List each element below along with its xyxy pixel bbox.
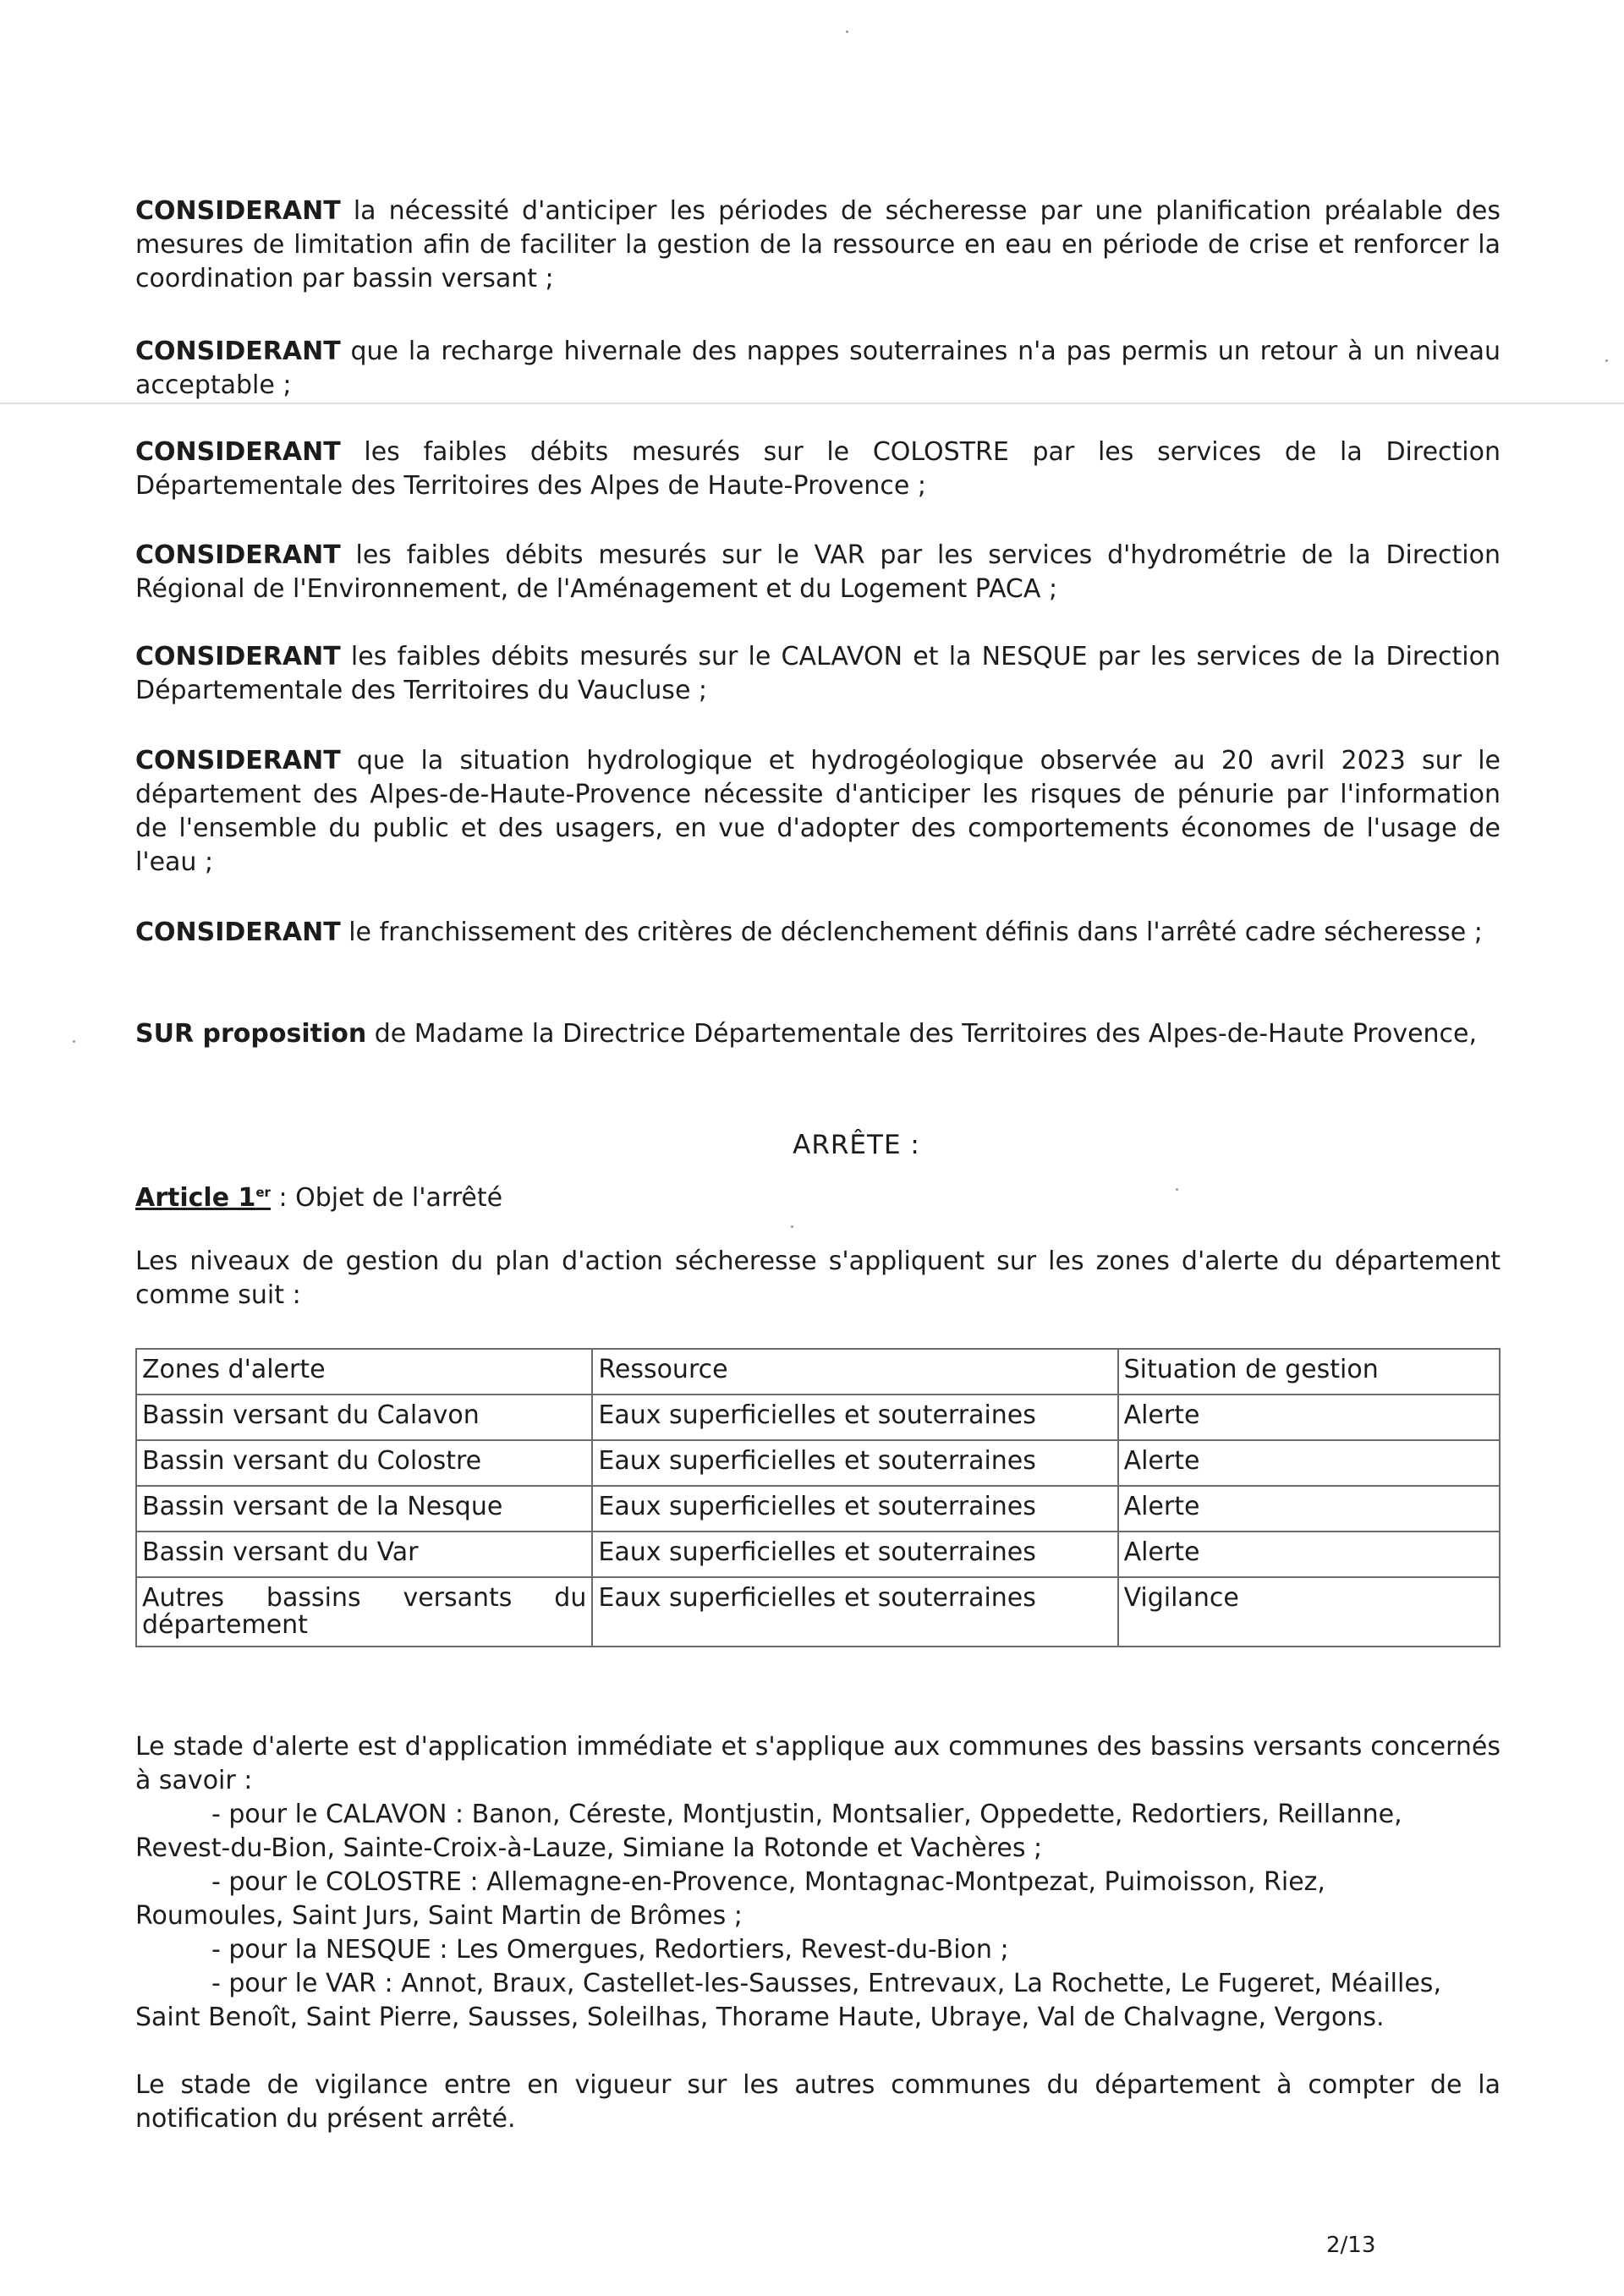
- scan-speck: [73, 1040, 75, 1043]
- considerant-lead: CONSIDERANT: [135, 337, 341, 366]
- considerant-text: les faibles débits mesurés sur le VAR par les services d'hydrométrie de la Direction Régional de l'Environnement, de l'Aménagement et du Logement PACA ;: [135, 540, 1501, 604]
- considerant-lead: CONSIDERANT: [135, 642, 341, 671]
- considerant-lead: CONSIDERANT: [135, 746, 341, 775]
- considerant-text: que la situation hydrologique et hydrogéologique observée au 20 avril 2023 sur le département des Alpes-de-Haute-Provence nécessite d'anticiper les risques de pénurie par l'information de l'ensemble du public et des usagers, en vue d'adopter des comportements économes de l'usage de l'eau ;: [135, 746, 1501, 877]
- table-row: [136, 1440, 1500, 1486]
- commune-list-line: Saint Benoît, Saint Pierre, Sausses, Soleilhas, Thorame Haute, Ubraye, Val de Chalvagne, Vergons.: [135, 2003, 1385, 2032]
- article-subject: : Objet de l'arrêté: [270, 1183, 503, 1213]
- scan-speck: [846, 30, 848, 33]
- proposition-lead: SUR proposition: [135, 1019, 367, 1049]
- table-row: [136, 1532, 1500, 1577]
- considerant-paragraph: [135, 744, 1501, 879]
- article-title: [135, 1175, 502, 1215]
- table-cell: Eaux superficielles et souterraines: [592, 1532, 1117, 1577]
- considerant-text: le franchissement des critères de déclenchement définis dans l'arrêté cadre sécheresse ;: [340, 918, 1483, 947]
- scan-speck: [1176, 1188, 1178, 1191]
- table-cell: Vigilance: [1118, 1577, 1500, 1647]
- table-row: [136, 1577, 1500, 1647]
- table-cell: Eaux superficielles et souterraines: [592, 1395, 1117, 1440]
- table-cell: Bassin versant de la Nesque: [136, 1486, 592, 1532]
- table-header-cell: Zones d'alerte: [136, 1349, 592, 1395]
- considerant-paragraph: [135, 335, 1501, 403]
- considerant-text: les faibles débits mesurés sur le COLOSTRE par les services de la Direction Départementale des Territoires des Alpes de Haute-Provence ;: [135, 437, 1501, 501]
- table-cell: Bassin versant du Calavon: [136, 1395, 592, 1440]
- commune-list-line: - pour la NESQUE : Les Omergues, Redortiers, Revest-du-Bion ;: [211, 1935, 1009, 1964]
- considerant-paragraph: [135, 195, 1501, 296]
- commune-list-line: - pour le VAR : Annot, Braux, Castellet-les-Sausses, Entrevaux, La Rochette, Le Fugeret, Méailles,: [211, 1969, 1441, 1998]
- page-number: 2/13: [1326, 2233, 1376, 2258]
- table-cell: Alerte: [1118, 1395, 1500, 1440]
- table-cell: Alerte: [1118, 1440, 1500, 1486]
- article-sup: er: [255, 1185, 271, 1200]
- table-header-cell: Ressource: [592, 1349, 1117, 1395]
- considerant-lead: CONSIDERANT: [135, 540, 341, 570]
- proposition-text: de Madame la Directrice Départementale des Territoires des Alpes-de-Haute Provence,: [366, 1019, 1478, 1049]
- table-cell-line: Autres bassins versants du: [142, 1583, 587, 1613]
- table-cell: Alerte: [1118, 1486, 1500, 1532]
- considerant-text: les faibles débits mesurés sur le CALAVON et la NESQUE par les services de la Direction Départementale des Territoires du Vaucluse ;: [135, 642, 1501, 705]
- commune-list-line: Revest-du-Bion, Sainte-Croix-à-Lauze, Simiane la Rotonde et Vachères ;: [135, 1833, 1043, 1863]
- commune-list-line: - pour le CALAVON : Banon, Céreste, Montjustin, Montsalier, Oppedette, Redortiers, Reillanne,: [211, 1800, 1402, 1829]
- considerant-lead: CONSIDERANT: [135, 437, 341, 467]
- considerant-lead: CONSIDERANT: [135, 196, 341, 226]
- table-cell: Eaux superficielles et souterraines: [592, 1486, 1117, 1532]
- table-cell: Alerte: [1118, 1532, 1500, 1577]
- table-header-cell: Situation de gestion: [1118, 1349, 1500, 1395]
- table-row: [136, 1486, 1500, 1532]
- table-cell-line: département: [142, 1610, 308, 1640]
- commune-list-line: - pour le COLOSTRE : Allemagne-en-Provence, Montagnac-Montpezat, Puimoisson, Riez,: [211, 1867, 1325, 1897]
- considerant-paragraph: [135, 539, 1501, 606]
- table-intro: Les niveaux de gestion du plan d'action sécheresse s'appliquent sur les zones d'alerte du département comme suit :: [135, 1247, 1501, 1310]
- scan-divider: [0, 403, 1624, 404]
- proposition-paragraph: [135, 1017, 1501, 1051]
- table-cell: Bassin versant du Colostre: [136, 1440, 592, 1486]
- considerant-paragraph: [135, 640, 1501, 708]
- scan-speck: [1605, 359, 1608, 362]
- scan-speck: [791, 1225, 793, 1228]
- article-number: Article 1: [135, 1183, 256, 1213]
- alert-zones-table: [135, 1348, 1501, 1647]
- table-cell: Bassin versant du Var: [136, 1532, 592, 1577]
- table-cell: Eaux superficielles et souterraines: [592, 1440, 1117, 1486]
- considerant-paragraph: [135, 916, 1501, 950]
- arrete-heading: ARRÊTE :: [793, 1130, 920, 1160]
- considerant-paragraph: [135, 436, 1501, 503]
- table-header-row: [136, 1349, 1500, 1395]
- table-cell: [136, 1577, 592, 1647]
- vigilance-paragraph: Le stade de vigilance entre en vigueur sur les autres communes du département à compter de la notification du présent arrêté.: [135, 2070, 1501, 2134]
- table-row: [136, 1395, 1500, 1440]
- considerant-text: la nécessité d'anticiper les périodes de sécheresse par une planification préalable des mesures de limitation afin de faciliter la gestion de la ressource en eau en période de crise et renforcer la coordination par bassin versant ;: [135, 196, 1501, 293]
- article-label: [135, 1183, 271, 1213]
- table-cell: Eaux superficielles et souterraines: [592, 1577, 1117, 1647]
- commune-list-line: Roumoules, Saint Jurs, Saint Martin de Brômes ;: [135, 1901, 743, 1931]
- alert-intro: Le stade d'alerte est d'application immédiate et s'applique aux communes des bassins versants concernés à savoir :: [135, 1732, 1501, 1795]
- considerant-lead: CONSIDERANT: [135, 918, 341, 947]
- considerant-text: que la recharge hivernale des nappes souterraines n'a pas permis un retour à un niveau acceptable ;: [135, 337, 1501, 400]
